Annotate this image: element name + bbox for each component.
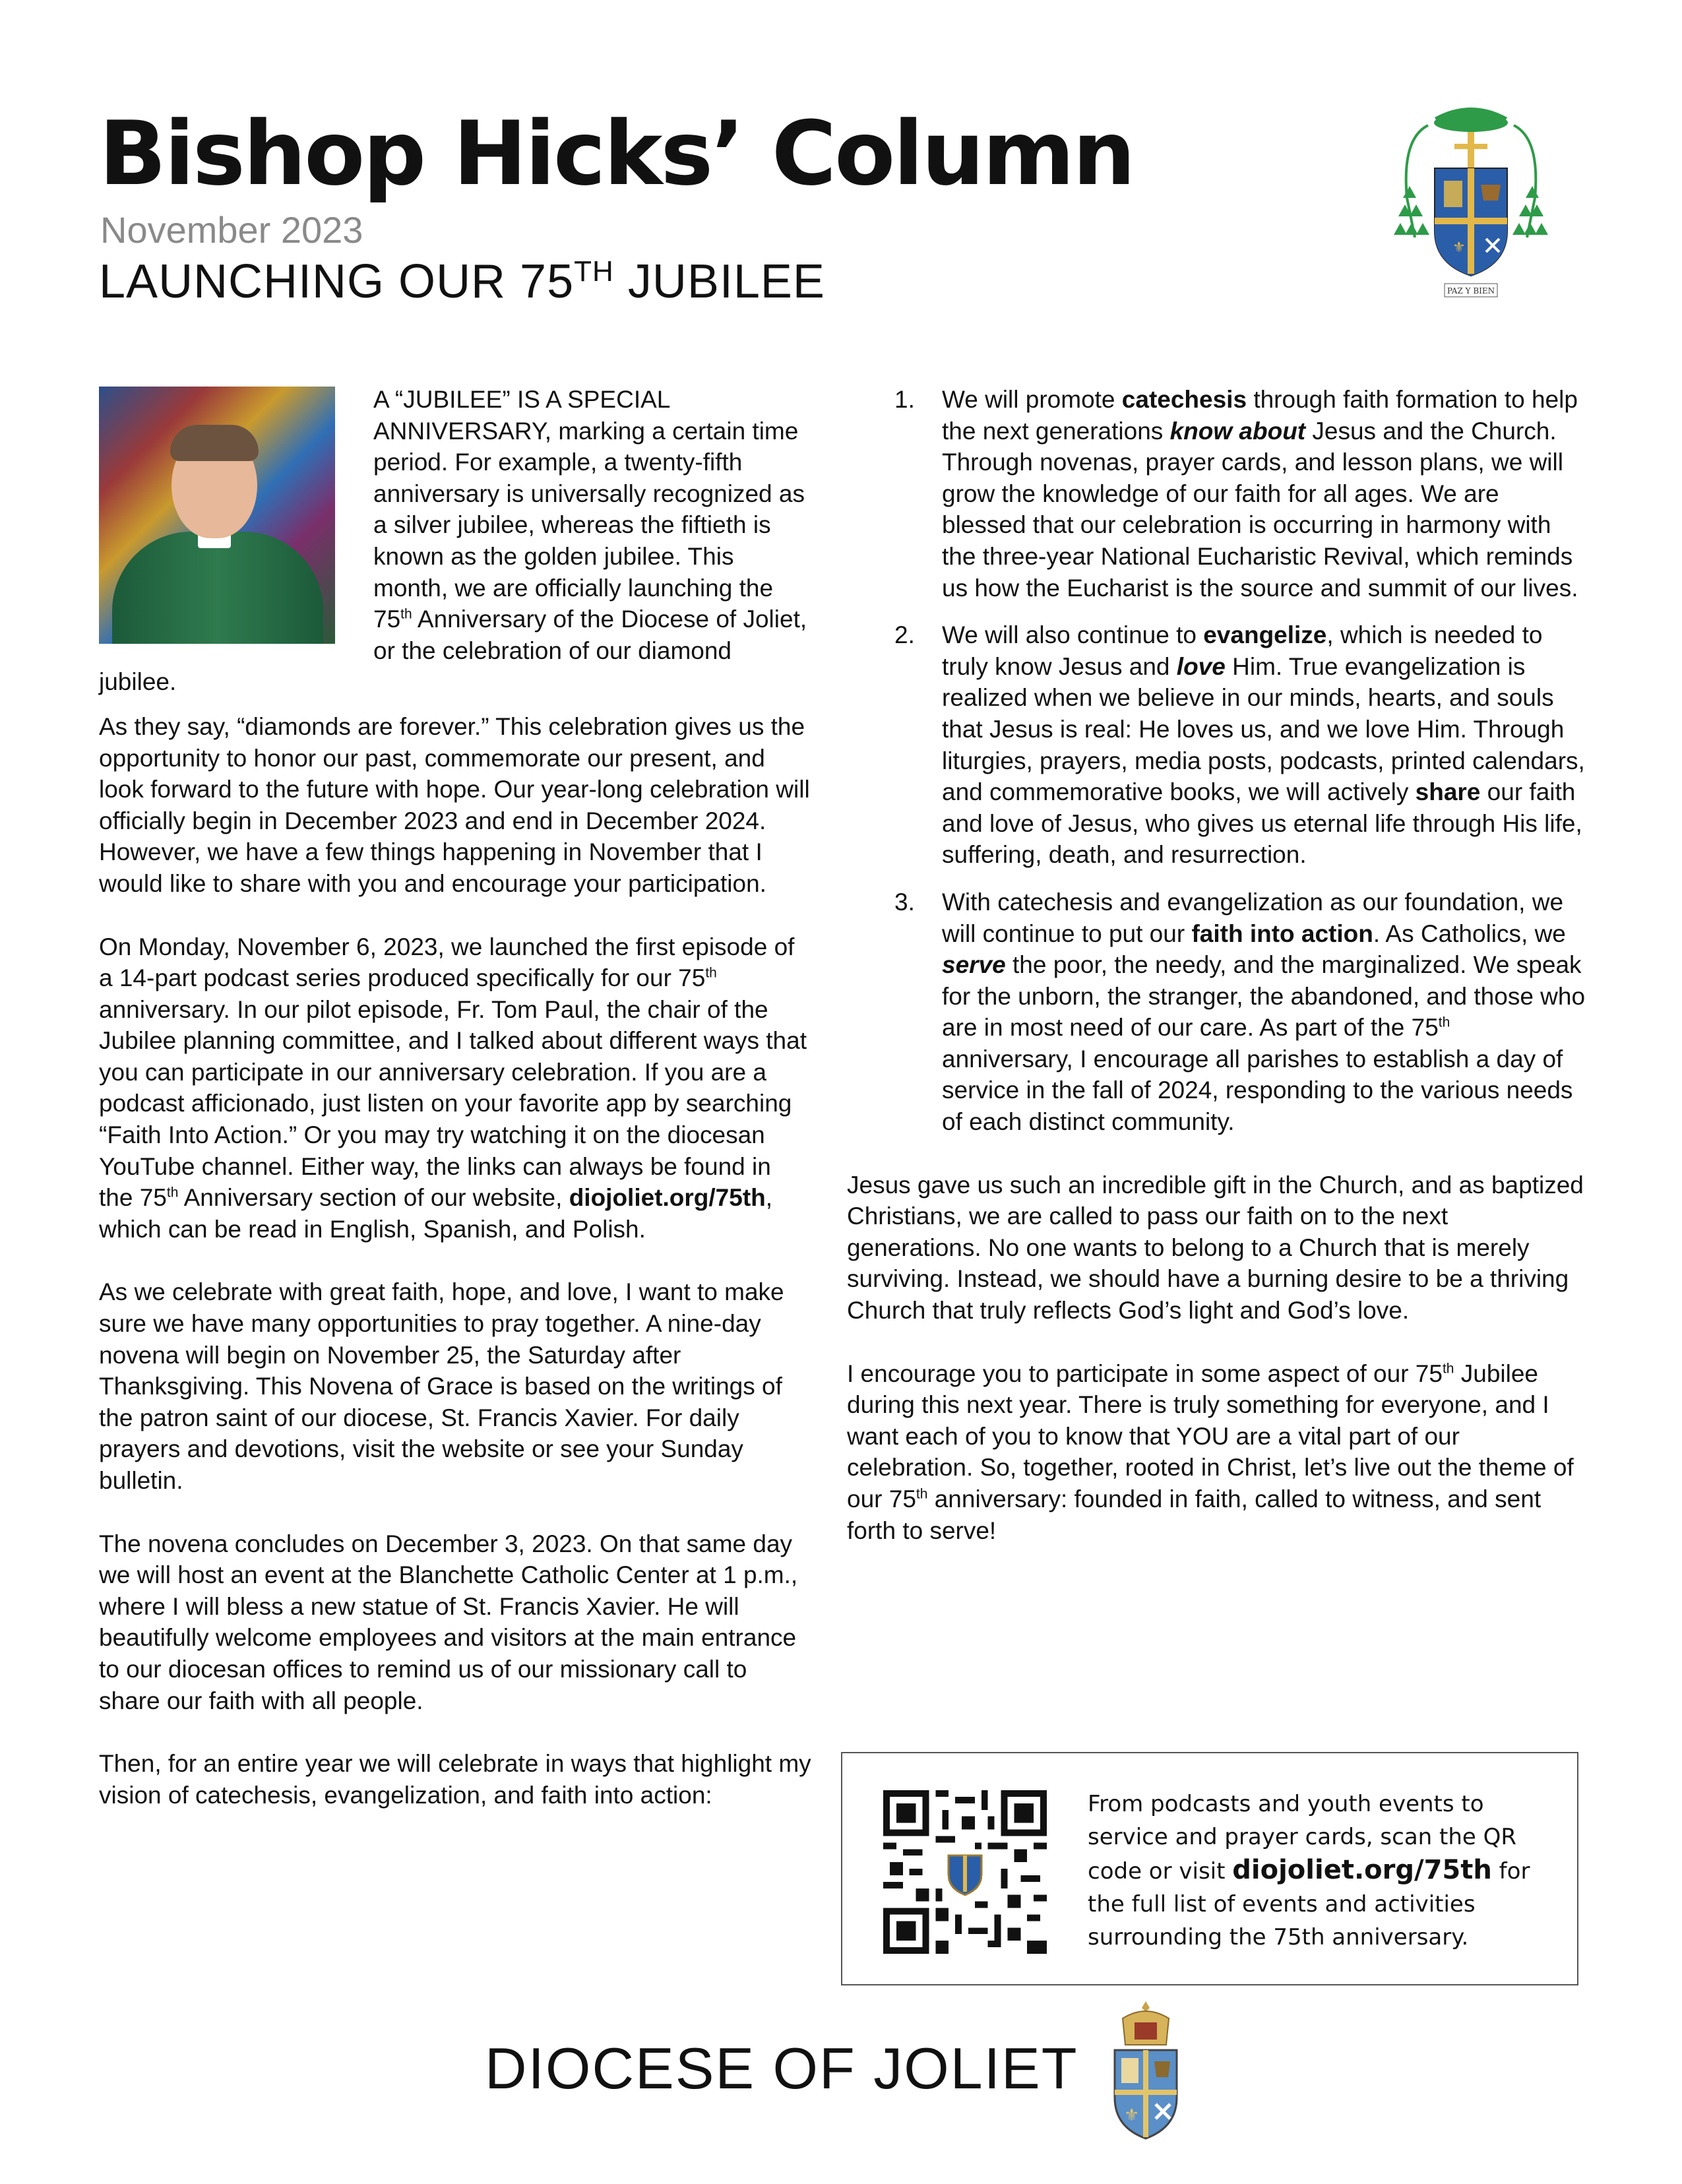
- issue-date: November 2023: [100, 209, 363, 251]
- website-link[interactable]: diojoliet.org/75th: [1232, 1855, 1492, 1885]
- paragraph: A “JUBILEE” IS A SPECIAL ANNIVERSARY, marking a certain time period. For example, a twenty-fifth anniversary is universally recognized as a silver jubilee, whereas the fiftieth is known as the golden jubilee. This month, we are officially launching the 75th Anniversary of the Diocese of Joliet, or the celebration of our diamond jubilee.: [99, 386, 807, 696]
- paragraph: As we celebrate with great faith, hope, and love, I want to make sure we have many opportunities to pray together. A nine-day novena will begin on November 25, the Saturday after Thanksgiving. This Novena of Grace is based on the writings of the patron saint of our diocese, St. Francis Xavier. For daily prayers and devotions, visit the website or see your Sunday bulletin.: [99, 1278, 784, 1494]
- left-column: [99, 384, 811, 1811]
- list-item: 3. With catechesis and evangelization as our foundation, we will continue to put our faith into action. As Catholics, we serve the poor, the needy, and the marginalized. We speak for the unborn, the stranger, the abandoned, and those who are in most need of our care. As part of the 75th anniversary, I encourage all parishes to establish a day of service in the fall of 2024, responding to the various needs of each distinct community.: [894, 888, 1586, 1136]
- qr-code-icon[interactable]: [883, 1790, 1047, 1954]
- qr-callout-box: [841, 1752, 1578, 1985]
- qr-callout-text: From podcasts and youth events to service and prayer cards, scan the QR code or visit diojoliet.org/75th for the full list of events and activities surrounding the 75th anniversary.: [1088, 1791, 1530, 1950]
- paragraph: As they say, “diamonds are forever.” This celebration gives us the opportunity to honor our past, commemorate our present, and look forward to the future with hope. Our year-long celebration will officially begin in December 2023 and end in December 2024. However, we have a few things happening in November that I would like to share with you and encourage your participation.: [99, 712, 810, 897]
- diocese-crest-icon: [1096, 1999, 1195, 2144]
- list-item: 2. We will also continue to evangelize, which is needed to truly know Jesus and love Him. True evangelization is realized when we believe in our minds, hearts, and souls that Jesus is real: He loves us, and we love Him. Through liturgies, prayers, media posts, podcasts, printed calendars, and commemorative books, we will actively share our faith and love of Jesus, who gives us eternal life through His life, suffering, death, and resurrection.: [894, 621, 1585, 869]
- footer-diocese-name: DIOCESE OF JOLIET: [485, 2036, 1078, 2101]
- svg-text:⚜: ⚜: [1452, 239, 1466, 256]
- svg-text:⚜: ⚜: [1124, 2106, 1140, 2125]
- episcopal-crest-icon: [1388, 99, 1553, 307]
- photo-bishop: [99, 387, 335, 644]
- paragraph: I encourage you to participate in some aspect of our 75th Jubilee during this next year. There is truly something for everyone, and I want each of you to know that YOU are a vital part of our celebration. So, together, rooted in Christ, let’s live out the theme of our 75th anniversary: founded in faith, called to witness, and sent forth to serve!: [847, 1359, 1574, 1544]
- paragraph: The novena concludes on December 3, 2023. On that same day we will host an event at the Blanchette Catholic Center at 1 p.m., where I will bless a new statue of St. Francis Xavier. He will beautifully welcome employees and visitors at the main entrance to our diocesan offices to remind us of our missionary call to share our faith with all people.: [99, 1530, 798, 1714]
- website-link[interactable]: diojoliet.org/75th: [569, 1184, 766, 1212]
- motto: PAZ Y BIEN: [1447, 286, 1495, 296]
- vision-list: [847, 384, 1586, 1138]
- paragraph: Then, for an entire year we will celebrate in ways that highlight my vision of catechesis, evangelization, and faith into action:: [99, 1750, 811, 1809]
- article-headline: LAUNCHING OUR 75TH JUBILEE: [99, 255, 825, 308]
- list-item: 1. We will promote catechesis through faith formation to help the next generations know about Jesus and the Church. Through novenas, prayer cards, and lesson plans, we will grow the knowledge of our faith for all ages. We are blessed that our celebration is occurring in harmony with the three-year National Eucharistic Revival, which reminds us how the Eucharist is the source and summit of our lives.: [894, 386, 1578, 602]
- paragraph: On Monday, November 6, 2023, we launched the first episode of a 14-part podcast series produced specifically for our 75th anniversary. In our pilot episode, Fr. Tom Paul, the chair of the Jubilee planning committee, and I talked about different ways that you can participate in our anniversary celebration. If you are a podcast afficionado, just listen on your favorite app by searching “Faith Into Action.” Or you may try watching it on the diocesan YouTube channel. Either way, the links can always be found in the 75th Anniversary section of our website, diojoliet.org/75th, which can be read in English, Spanish, and Polish.: [99, 933, 807, 1243]
- right-column: [847, 384, 1586, 1546]
- page-title: Bishop Hicks’ Column: [99, 102, 1134, 205]
- paragraph: Jesus gave us such an incredible gift in the Church, and as baptized Christians, we are called to pass our faith on to the next generations. No one wants to belong to a Church that is merely surviving. Instead, we should have a burning desire to be a thriving Church that truly reflects God’s light and God’s love.: [847, 1171, 1584, 1325]
